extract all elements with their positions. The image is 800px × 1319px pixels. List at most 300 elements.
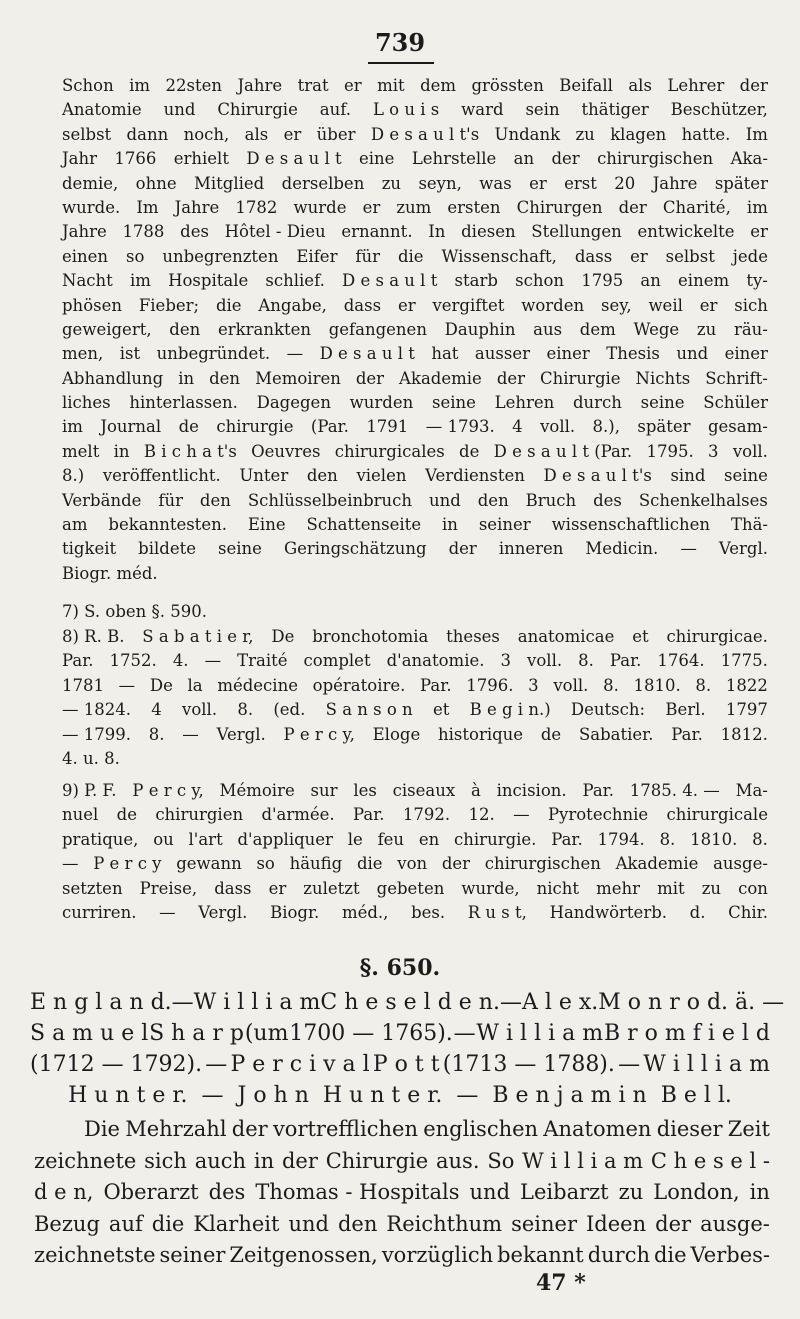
footnote-continued-word: des bbox=[180, 222, 209, 242]
section-header-word: (um bbox=[244, 1021, 289, 1046]
body-word: zeichnetste bbox=[34, 1243, 156, 1267]
section-header-word: M o n r o d. ä. — bbox=[598, 990, 785, 1015]
footnote-continued-word: hat bbox=[431, 344, 459, 364]
section-header-word: — bbox=[453, 1021, 476, 1046]
section-header-line bbox=[30, 1080, 770, 1111]
footnote-continued-word: D e s a u l t bbox=[246, 149, 342, 169]
footnote-continued-word: schlief. bbox=[265, 271, 325, 291]
footnote-continued-word: der bbox=[496, 368, 526, 388]
footnote-continued-word: inneren bbox=[498, 539, 564, 559]
footnote-8-word: et bbox=[432, 700, 450, 720]
footnote-9-line bbox=[62, 803, 768, 827]
footnote-9-word: — bbox=[62, 854, 79, 874]
footnote-continued-word: Schüler bbox=[703, 393, 768, 413]
body-word: in bbox=[253, 1148, 275, 1173]
body-word: bekannt bbox=[497, 1243, 584, 1267]
footnote-continued-word: eine bbox=[359, 149, 395, 169]
footnote-continued-word: er bbox=[397, 295, 416, 315]
footnote-8-word: Sabatier. bbox=[578, 724, 654, 744]
body-word: der bbox=[231, 1117, 268, 1141]
footnote-8-word: — bbox=[118, 675, 136, 695]
footnote-continued-word: Nacht bbox=[62, 271, 113, 291]
body-word: der bbox=[655, 1211, 692, 1236]
footnote-continued-word: de bbox=[459, 441, 480, 461]
body-word: So bbox=[487, 1148, 515, 1173]
footnote-continued-word: am bbox=[62, 515, 88, 535]
footnote-9-word: chirurgie. bbox=[454, 829, 537, 849]
footnote-8-word: voll. bbox=[182, 700, 218, 720]
footnote-8-word: complet bbox=[303, 651, 371, 671]
footnote-continued-word: der bbox=[448, 539, 477, 559]
footnote-continued-word: zum bbox=[396, 197, 432, 217]
footnote-continued-word: Aka- bbox=[730, 149, 768, 169]
footnote-continued-word: Jahre bbox=[237, 76, 283, 95]
footnote-continued-paragraph bbox=[62, 74, 768, 586]
footnote-continued-word: Nichts bbox=[635, 368, 691, 388]
body-word: Leibarzt bbox=[520, 1180, 609, 1204]
footnote-continued-word: der bbox=[618, 197, 647, 217]
footnote-8-word: bronchotomia bbox=[312, 627, 429, 646]
footnote-continued-line bbox=[62, 269, 768, 293]
footnote-9-line bbox=[62, 828, 768, 852]
section-header-names bbox=[30, 987, 785, 1111]
footnote-continued-word: in bbox=[178, 368, 195, 388]
footnote-9-word: Preise, bbox=[139, 878, 198, 898]
footnote-8-line bbox=[62, 723, 768, 747]
footnote-8-line bbox=[62, 649, 768, 673]
footnote-8-word: 8. bbox=[237, 700, 254, 720]
section-header-word: P e r c i v a l bbox=[230, 1052, 370, 1077]
footnote-continued-word: chirurgischen bbox=[597, 149, 714, 169]
footnote-8-word: — bbox=[204, 651, 222, 671]
footnote-continued-word: er bbox=[529, 173, 547, 193]
footnote-continued-word: 8.), bbox=[592, 417, 620, 437]
footnote-8-word: — 1799. bbox=[62, 724, 131, 744]
footnote-8-word: historique bbox=[438, 724, 524, 744]
footnote-9-word: 1794. bbox=[597, 829, 645, 849]
footnote-continued-word: Lehrer bbox=[667, 76, 725, 95]
footnote-continued-word: 4 bbox=[512, 417, 523, 437]
footnote-8-word: Par. bbox=[609, 651, 642, 671]
footnote-continued-word: Hôtel - Dieu bbox=[224, 222, 326, 242]
footnote-continued-word: Anatomie bbox=[62, 100, 142, 120]
page-number-rule bbox=[368, 62, 434, 64]
footnote-continued-word: Wege bbox=[633, 319, 680, 339]
footnote-9-word: P e r c y, bbox=[132, 781, 204, 800]
footnote-continued-word: 1788 bbox=[122, 222, 165, 242]
body-word: vortrefflichen bbox=[272, 1117, 418, 1141]
body-word: W i l l i a m bbox=[522, 1148, 644, 1173]
footnote-9-word: Akademie bbox=[615, 854, 699, 874]
footnote-8-word: 8. bbox=[578, 651, 594, 671]
footnote-continued-line bbox=[62, 513, 768, 537]
footnote-continued-word: sich bbox=[734, 295, 768, 315]
footnote-continued-word: (Par. bbox=[310, 417, 349, 437]
section-header-word: — bbox=[499, 990, 522, 1015]
footnote-8-word: de bbox=[540, 724, 562, 744]
footnote-8-word: Par. bbox=[671, 724, 703, 744]
footnote-9-word: Par. bbox=[582, 781, 614, 800]
body-word: den bbox=[337, 1211, 378, 1236]
body-word: der bbox=[281, 1148, 318, 1173]
footnote-continued-word: wissenschaftlichen bbox=[551, 515, 711, 535]
footnote-continued-word: 1791 bbox=[366, 417, 409, 437]
footnote-continued-word: sey, bbox=[600, 295, 632, 315]
footnote-8-word: B e g i n.) bbox=[469, 700, 551, 720]
section-header-word: W i l l i a m bbox=[193, 990, 321, 1015]
section-header-word: E n g l a n d. bbox=[30, 990, 172, 1015]
section-header-word: H u n t e r. bbox=[322, 1083, 443, 1108]
footnote-continued-word: Jahre bbox=[62, 222, 107, 242]
footnote-8-word: theses bbox=[446, 627, 500, 646]
footnote-continued-word: Chirurgie bbox=[217, 100, 298, 120]
footnote-9-word: so bbox=[256, 854, 275, 874]
footnote-continued-word: bildete bbox=[138, 539, 196, 559]
footnote-continued-word: de bbox=[178, 417, 199, 437]
footnote-continued-word: Im bbox=[745, 124, 768, 144]
footnote-continued-word: Lehren bbox=[494, 393, 555, 413]
footnote-continued-word: phösen bbox=[62, 295, 122, 315]
footnote-continued-word: des bbox=[593, 490, 622, 510]
footnote-continued-word: thätiger bbox=[581, 100, 649, 120]
footnote-8-word: anatomicae bbox=[517, 627, 615, 646]
footnote-continued-word: durch bbox=[572, 393, 622, 413]
footnote-continued-word: hatte. bbox=[681, 124, 731, 144]
footnote-9-word: P e r c y bbox=[93, 854, 162, 874]
body-word: London, bbox=[653, 1180, 740, 1204]
footnote-9-word: Mémoire bbox=[219, 781, 295, 800]
footnote-continued-word: entwickelte bbox=[637, 222, 735, 242]
body-word: Ideen bbox=[586, 1211, 647, 1236]
section-header-word: 1700 — 1765). bbox=[289, 1021, 453, 1046]
footnote-continued-word: vielen bbox=[356, 466, 407, 486]
footnote-continued-word: und bbox=[676, 344, 709, 364]
footnote-continued-word: Verdiensten bbox=[425, 466, 525, 486]
footnote-continued-word: die bbox=[397, 246, 424, 266]
footnote-continued-word: den bbox=[477, 490, 509, 510]
footnote-continued-word: 3 bbox=[708, 441, 719, 461]
footnote-continued-word: D e s a u l t bbox=[342, 271, 438, 291]
footnote-9-word: 1810. bbox=[690, 829, 738, 849]
footnote-continued-word: ward bbox=[461, 100, 504, 120]
footnote-continued-line bbox=[62, 367, 768, 391]
footnote-continued-word: gefangenen bbox=[328, 319, 427, 339]
footnote-continued-word: derselben bbox=[281, 173, 365, 193]
footnote-continued-word: starb bbox=[454, 271, 498, 291]
footnote-9-word: con bbox=[738, 878, 768, 898]
footnote-continued-line bbox=[62, 74, 768, 98]
footnote-9-word: dass bbox=[214, 878, 252, 898]
footnote-continued-word: Hospitale bbox=[168, 271, 249, 291]
footnote-9-word: 9) P. F. bbox=[62, 781, 117, 800]
footnote-9-word: sur bbox=[310, 781, 338, 800]
footnote-8-word: Par. bbox=[62, 651, 94, 671]
footnote-continued-line bbox=[62, 245, 768, 269]
footnote-8-word: 1822 bbox=[725, 675, 768, 695]
body-word: durch bbox=[587, 1243, 650, 1267]
footnote-continued-word: seyn, bbox=[418, 173, 462, 193]
section-header-word: (1713 — 1788). bbox=[442, 1052, 615, 1077]
footnote-continued-word: hinterlassen. bbox=[129, 393, 238, 413]
section-header-word: — bbox=[456, 1083, 479, 1108]
footnote-8-word: 3 bbox=[528, 675, 539, 695]
footnote-continued-word: — bbox=[286, 344, 304, 364]
footnote-8-word: 4. bbox=[172, 651, 189, 671]
footnote-continued-line bbox=[62, 147, 768, 171]
footnote-continued-word: über bbox=[316, 124, 356, 144]
section-header-word: W i l l i a m bbox=[476, 1021, 604, 1046]
footnote-continued-word: zu bbox=[575, 124, 595, 144]
footnote-continued-word: die bbox=[215, 295, 242, 315]
footnote-9-word: à bbox=[471, 781, 481, 800]
footnote-9-word: — bbox=[159, 902, 176, 922]
footnote-continued-word: voll. bbox=[540, 417, 576, 437]
footnote-continued-word: einen bbox=[62, 246, 109, 266]
footnote-continued-line bbox=[62, 537, 768, 561]
body-word: und bbox=[469, 1180, 511, 1204]
footnote-continued-word: Dauphin bbox=[444, 319, 516, 339]
footnote-8-word: Vergl. bbox=[216, 724, 266, 744]
section-header-word: S h a r p bbox=[149, 1021, 244, 1046]
footnote-8-word: 8. bbox=[695, 675, 712, 695]
footnote-8-word: De bbox=[271, 627, 295, 646]
footnote-8-word: Traité bbox=[237, 651, 288, 671]
footnote-8-word: 1812. bbox=[720, 724, 768, 744]
body-word: auch bbox=[194, 1148, 247, 1173]
footnote-continued-word: der bbox=[355, 368, 385, 388]
footnote-9-line bbox=[62, 901, 768, 925]
section-header-word: P o t t bbox=[372, 1052, 440, 1077]
footnote-continued-word: 8.) bbox=[62, 466, 85, 486]
body-word: Oberarzt bbox=[103, 1180, 199, 1204]
footnote-continued-word: Chirurgie bbox=[540, 368, 621, 388]
footnote-9-word: Vergl. bbox=[198, 902, 248, 922]
footnote-9-word: chirurgien bbox=[155, 805, 244, 825]
footnote-9-word: gebeten bbox=[376, 878, 445, 898]
footnote-continued-word: erkrankten bbox=[217, 319, 311, 339]
footnote-9-word: zuletzt bbox=[303, 878, 360, 898]
footnote-continued-word: jede bbox=[732, 246, 768, 266]
section-header-line bbox=[30, 1049, 770, 1080]
footnote-9-word: les bbox=[353, 781, 377, 800]
footnote-continued-line bbox=[62, 391, 768, 415]
footnote-8-word: 1764. bbox=[657, 651, 705, 671]
footnote-continued-word: dem bbox=[420, 76, 457, 95]
footnote-continued-word: den bbox=[169, 319, 201, 339]
footnote-continued-word: gesam- bbox=[707, 417, 768, 437]
footnote-9-word: mit bbox=[657, 878, 685, 898]
body-word: dieser bbox=[656, 1117, 723, 1141]
footnote-continued-line bbox=[62, 489, 768, 513]
footnote-9-word: 1785. 4. — bbox=[629, 781, 720, 800]
section-header-word: W i l l i a m bbox=[643, 1052, 770, 1077]
body-line bbox=[34, 1146, 770, 1178]
footnote-9-word: pratique, bbox=[62, 829, 139, 849]
footnote-8-word: Berl. bbox=[665, 700, 706, 720]
body-word: in bbox=[749, 1180, 770, 1204]
section-header-word: (1712 — 1792). bbox=[30, 1052, 203, 1077]
footnote-9-word: curriren. bbox=[62, 902, 137, 922]
footnote-continued-line bbox=[62, 196, 768, 220]
footnote-continued-word: ausser bbox=[474, 344, 530, 364]
footnote-continued-word: und bbox=[428, 490, 461, 510]
footnote-continued-word: Beschützer, bbox=[670, 100, 768, 120]
footnote-continued-word: später bbox=[714, 173, 768, 193]
footnote-continued-word: den bbox=[306, 466, 338, 486]
body-word: die bbox=[653, 1243, 687, 1267]
footnote-continued-word: selbst bbox=[62, 124, 112, 144]
footnote-9-word: Chir. bbox=[728, 902, 768, 922]
footnote-9-word: er bbox=[268, 878, 287, 898]
footnote-9-word: 12. bbox=[468, 805, 495, 825]
body-line bbox=[34, 1177, 770, 1209]
footnote-continued-word: D e s a u l t's bbox=[370, 124, 480, 144]
footnote-continued-word: als bbox=[244, 124, 269, 144]
footnote-9-word: 1792. bbox=[402, 805, 451, 825]
footnote-continued-line bbox=[62, 562, 768, 586]
footnote-9-word: Pyrotechnie bbox=[547, 805, 649, 825]
footnote-9-word: de bbox=[116, 805, 137, 825]
footnote-continued-word: Angabe, bbox=[258, 295, 327, 315]
section-header-word: C h e s e l d e n. bbox=[320, 990, 500, 1015]
footnote-8-word: opératoire. bbox=[312, 675, 406, 695]
footnote-8-line bbox=[62, 625, 768, 649]
footnote-continued-word: unbegründet. bbox=[156, 344, 271, 364]
section-header-word: S a m u e l bbox=[30, 1021, 149, 1046]
footnote-continued-line bbox=[62, 98, 768, 122]
footnote-continued-word: L o u i s bbox=[372, 100, 440, 120]
footnote-continued-word: tigkeit bbox=[62, 539, 117, 559]
footnote-continued-word: Medicin. bbox=[585, 539, 659, 559]
footnote-9-line bbox=[62, 877, 768, 901]
body-word: aus. bbox=[436, 1148, 480, 1173]
footnote-8-line bbox=[62, 698, 768, 722]
footnote-continued-line bbox=[62, 220, 768, 244]
footnote-continued-word: Schenkelhalses bbox=[638, 490, 768, 510]
footnote-8-word: voll. bbox=[527, 651, 563, 671]
footnote-8-word: De bbox=[149, 675, 173, 695]
footnote-8-word: 1752. bbox=[109, 651, 157, 671]
footnote-continued-word: einem bbox=[678, 271, 730, 291]
footnote-continued-word: Jahre bbox=[652, 173, 698, 193]
footnote-9-word: chirurgicale bbox=[666, 805, 768, 825]
body-word: Chirurgie bbox=[325, 1148, 429, 1173]
footnote-continued-word: Jahre bbox=[174, 197, 220, 217]
footnote-9-word: feu bbox=[377, 829, 405, 849]
footnote-continued-word: Stellungen bbox=[531, 222, 622, 242]
footnote-9-word: — bbox=[513, 805, 530, 825]
footnote-continued-word: liches bbox=[62, 393, 111, 413]
footnote-continued-word: schon bbox=[515, 271, 565, 291]
footnote-continued-word: ersten bbox=[447, 197, 501, 217]
footnote-continued-word: er bbox=[283, 124, 302, 144]
section-header-word: — bbox=[205, 1052, 228, 1077]
footnote-8-word: 1775. bbox=[720, 651, 768, 671]
footnote-continued-word: mit bbox=[377, 76, 405, 95]
body-word: Anatomen bbox=[543, 1117, 652, 1141]
footnote-continued-word: 1795 bbox=[581, 271, 624, 291]
footnote-continued-word: Fieber; bbox=[138, 295, 200, 315]
footnote-8-word: 1810. bbox=[633, 675, 681, 695]
body-word: Bezug bbox=[34, 1211, 100, 1236]
footnote-9-word: von bbox=[397, 854, 428, 874]
footnote-continued-word: für bbox=[158, 490, 183, 510]
body-word: Thomas - Hospitals bbox=[255, 1180, 460, 1204]
body-line bbox=[34, 1209, 770, 1241]
footnote-continued-word: Thesis bbox=[606, 344, 660, 364]
footnote-9-word: Par. bbox=[551, 829, 583, 849]
footnote-continued-word: seine bbox=[640, 393, 685, 413]
footnote-continued-word: Thä- bbox=[730, 515, 768, 535]
body-word: Klarheit bbox=[193, 1211, 280, 1236]
footnote-continued-word: wurde. bbox=[62, 197, 121, 217]
footnote-continued-word: sind bbox=[670, 466, 706, 486]
footnote-continued-word: D e s a u l t bbox=[319, 344, 415, 364]
body-word: Verbes- bbox=[690, 1243, 770, 1267]
footnote-continued-word: erhielt bbox=[173, 149, 229, 169]
body-paragraph bbox=[34, 1114, 770, 1272]
footnote-9-word: setzten bbox=[62, 878, 123, 898]
section-header-word: B e l l. bbox=[660, 1083, 732, 1108]
signature-mark: 47 * bbox=[536, 1270, 586, 1296]
footnote-continued-word: Chirurgen bbox=[516, 197, 603, 217]
footnote-8-word: Eloge bbox=[372, 724, 421, 744]
footnote-continued-word: wurde bbox=[293, 197, 347, 217]
footnote-continued-word: vergiftet bbox=[432, 295, 505, 315]
footnote-continued-word: so bbox=[125, 246, 145, 266]
body-word: englischen bbox=[423, 1117, 539, 1141]
footnote-9-word: die bbox=[356, 854, 383, 874]
footnote-9-word: nuel bbox=[62, 805, 99, 825]
footnote-9-word: Biogr. bbox=[270, 902, 320, 922]
footnote-continued-word: 1766 bbox=[114, 149, 157, 169]
footnote-continued-word: voll. bbox=[732, 441, 768, 461]
footnote-8-line bbox=[62, 747, 768, 771]
footnote-8-word: 1796. bbox=[466, 675, 514, 695]
footnote-continued-word: sein bbox=[525, 100, 560, 120]
footnote-8-line bbox=[62, 674, 768, 698]
footnote-continued-text: Biogr. méd. bbox=[62, 563, 158, 583]
section-header-word: B e n j a m i n bbox=[492, 1083, 647, 1108]
footnote-continued-word: den bbox=[209, 368, 241, 388]
footnote-continued-word: Oeuvres bbox=[251, 441, 321, 461]
footnote-9-word: d'appliquer bbox=[237, 829, 333, 849]
footnote-9-word: en bbox=[418, 829, 440, 849]
footnote-continued-word: er bbox=[750, 222, 768, 242]
footnote-9-word: ou bbox=[153, 829, 174, 849]
footnote-9-word: nicht bbox=[536, 878, 580, 898]
footnote-continued-word: 1782 bbox=[235, 197, 278, 217]
footnote-continued-word: Beifall bbox=[559, 76, 613, 95]
footnote-continued-word: als bbox=[628, 76, 652, 95]
footnote-continued-line bbox=[62, 464, 768, 488]
footnote-continued-word: an bbox=[640, 271, 661, 291]
footnote-continued-word: B i c h a t's bbox=[143, 441, 237, 461]
footnote-continued-word: der bbox=[739, 76, 768, 95]
footnote-continued-word: demie, bbox=[62, 173, 119, 193]
body-word: sich bbox=[144, 1148, 187, 1173]
body-word: Reichthum bbox=[386, 1211, 503, 1236]
footnote-9-word: incision. bbox=[496, 781, 567, 800]
footnote-8-word: Par. bbox=[420, 675, 452, 695]
footnote-continued-word: Dagegen bbox=[256, 393, 331, 413]
footnote-9-word: R u s t, bbox=[467, 902, 527, 922]
footnote-continued-word: worden bbox=[521, 295, 585, 315]
footnote-8-word: Deutsch: bbox=[570, 700, 646, 720]
footnote-9-word: 8. bbox=[752, 829, 768, 849]
footnote-9-word: der bbox=[441, 854, 471, 874]
footnote-9-word: d'armée. bbox=[261, 805, 335, 825]
